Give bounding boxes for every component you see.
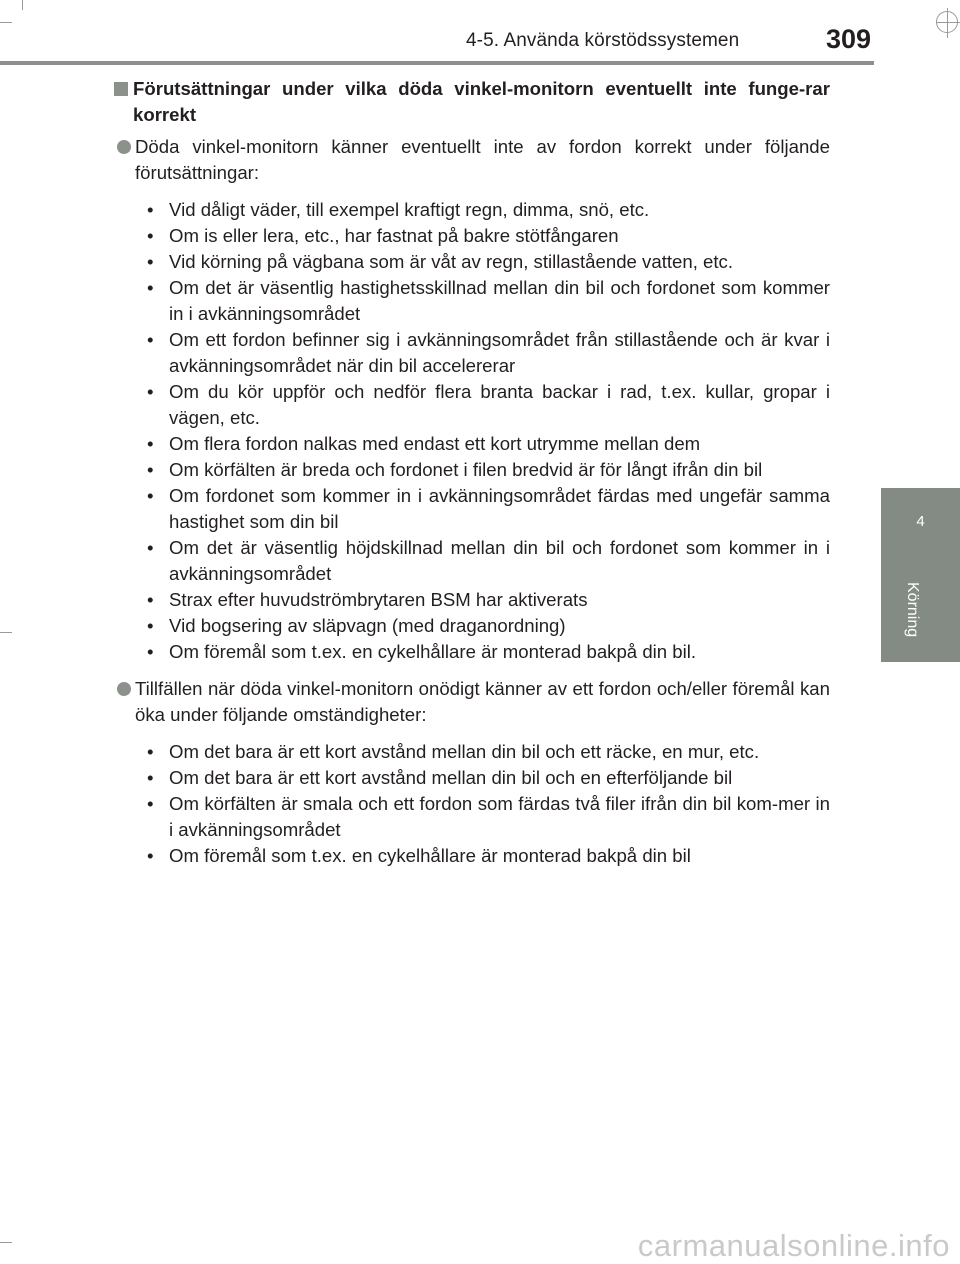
square-bullet-icon	[114, 82, 128, 96]
crop-mark-bottom-left	[0, 1242, 12, 1243]
bullet-dot-icon: •	[147, 793, 154, 814]
bullet-dot-icon: •	[147, 485, 154, 506]
page-number: 309	[826, 24, 872, 54]
list-item-text: Om körfälten är breda och fordonet i filen bredvid är för långt ifrån din bil	[169, 459, 763, 480]
list-item	[135, 197, 830, 223]
list-item	[135, 587, 830, 613]
list-item-text: Om is eller lera, etc., har fastnat på bakre stötfångaren	[169, 225, 619, 246]
section-heading	[114, 76, 830, 128]
list-item	[135, 639, 830, 665]
condition-list-2	[114, 739, 830, 869]
section-heading-text: Förutsättningar under vilka döda vinkel-monitorn eventuellt inte funge-rar korrekt	[133, 78, 830, 125]
footer-watermark: carmanualsonline.info	[637, 1228, 950, 1263]
bullet-dot-icon: •	[147, 433, 154, 454]
list-item-text: Om föremål som t.ex. en cykelhållare är monterad bakpå din bil.	[169, 641, 697, 662]
list-item	[135, 483, 830, 535]
list-item	[135, 765, 830, 791]
list-item-text: Vid körning på vägbana som är våt av regn, stillastående vatten, etc.	[169, 251, 734, 272]
list-item-text: Vid bogsering av släpvagn (med draganordning)	[169, 615, 566, 636]
header-section-title: 4-5. Använda körstödssystemen	[466, 30, 740, 51]
bullet-dot-icon: •	[147, 767, 154, 788]
list-item-text: Om körfälten är smala och ett fordon som färdas två filer ifrån din bil kom-mer in i avkänningsområdet	[169, 793, 830, 840]
list-item	[135, 739, 830, 765]
crop-circle-top-right-icon	[936, 11, 958, 33]
list-item-text: Om föremål som t.ex. en cykelhållare är monterad bakpå din bil	[169, 845, 691, 866]
paragraph-detection-limits	[114, 134, 830, 186]
bullet-dot-icon: •	[147, 741, 154, 762]
list-item-text: Om flera fordon nalkas med endast ett kort utrymme mellan dem	[169, 433, 701, 454]
bullet-dot-icon: •	[147, 251, 154, 272]
list-item	[135, 535, 830, 587]
bullet-dot-icon: •	[147, 589, 154, 610]
paragraph-text: Tillfällen när döda vinkel-monitorn onödigt känner av ett fordon och/eller föremål kan öka under följande omständigheter:	[135, 678, 830, 725]
bullet-dot-icon: •	[147, 329, 154, 350]
list-item	[135, 327, 830, 379]
bullet-dot-icon: •	[147, 225, 154, 246]
list-item	[135, 791, 830, 843]
chapter-tab	[881, 488, 960, 662]
bullet-dot-icon: •	[147, 381, 154, 402]
list-item	[135, 379, 830, 431]
chapter-tab-label: Körning	[904, 582, 921, 638]
list-item-text: Om det bara är ett kort avstånd mellan din bil och ett räcke, en mur, etc.	[169, 741, 760, 762]
bullet-dot-icon: •	[147, 641, 154, 662]
list-item-text: Om du kör uppför och nedför flera branta backar i rad, t.ex. kullar, gropar i vägen, etc.	[169, 381, 830, 428]
condition-list-1	[114, 197, 830, 665]
list-item-text: Strax efter huvudströmbrytaren BSM har aktiverats	[169, 589, 588, 610]
list-item-text: Om det är väsentlig höjdskillnad mellan din bil och fordonet som kommer in i avkänningsområdet	[169, 537, 830, 584]
list-item-text: Om ett fordon befinner sig i avkänningsområdet från stillastående och är kvar i avkänningsområdet när din bil accelererar	[169, 329, 830, 376]
chapter-tab-number: 4	[916, 513, 925, 530]
main-content	[114, 76, 830, 869]
crop-mark-top-left	[0, 22, 12, 23]
bullet-dot-icon: •	[147, 845, 154, 866]
crop-mark-mid-left	[0, 632, 12, 633]
list-item	[135, 431, 830, 457]
crop-mark-top-left-vertical	[22, 0, 23, 10]
list-item-text: Om det är väsentlig hastighetsskillnad mellan din bil och fordonet som kommer in i avkänningsområdet	[169, 277, 830, 324]
list-item	[135, 275, 830, 327]
circle-bullet-icon	[117, 682, 131, 696]
list-item-text: Vid dåligt väder, till exempel kraftigt regn, dimma, snö, etc.	[169, 199, 650, 220]
bullet-dot-icon: •	[147, 199, 154, 220]
list-item	[135, 613, 830, 639]
bullet-dot-icon: •	[147, 537, 154, 558]
list-item	[135, 843, 830, 869]
bullet-dot-icon: •	[147, 459, 154, 480]
bullet-dot-icon: •	[147, 615, 154, 636]
circle-bullet-icon	[117, 140, 131, 154]
list-item-text: Om det bara är ett kort avstånd mellan din bil och en efterföljande bil	[169, 767, 733, 788]
list-item	[135, 249, 830, 275]
bullet-dot-icon: •	[147, 277, 154, 298]
header-rule	[0, 61, 874, 65]
paragraph-false-detection	[114, 676, 830, 728]
list-item	[135, 457, 830, 483]
list-item	[135, 223, 830, 249]
paragraph-text: Döda vinkel-monitorn känner eventuellt inte av fordon korrekt under följande förutsättningar:	[135, 136, 830, 183]
list-item-text: Om fordonet som kommer in i avkänningsområdet färdas med ungefär samma hastighet som din bil	[169, 485, 830, 532]
